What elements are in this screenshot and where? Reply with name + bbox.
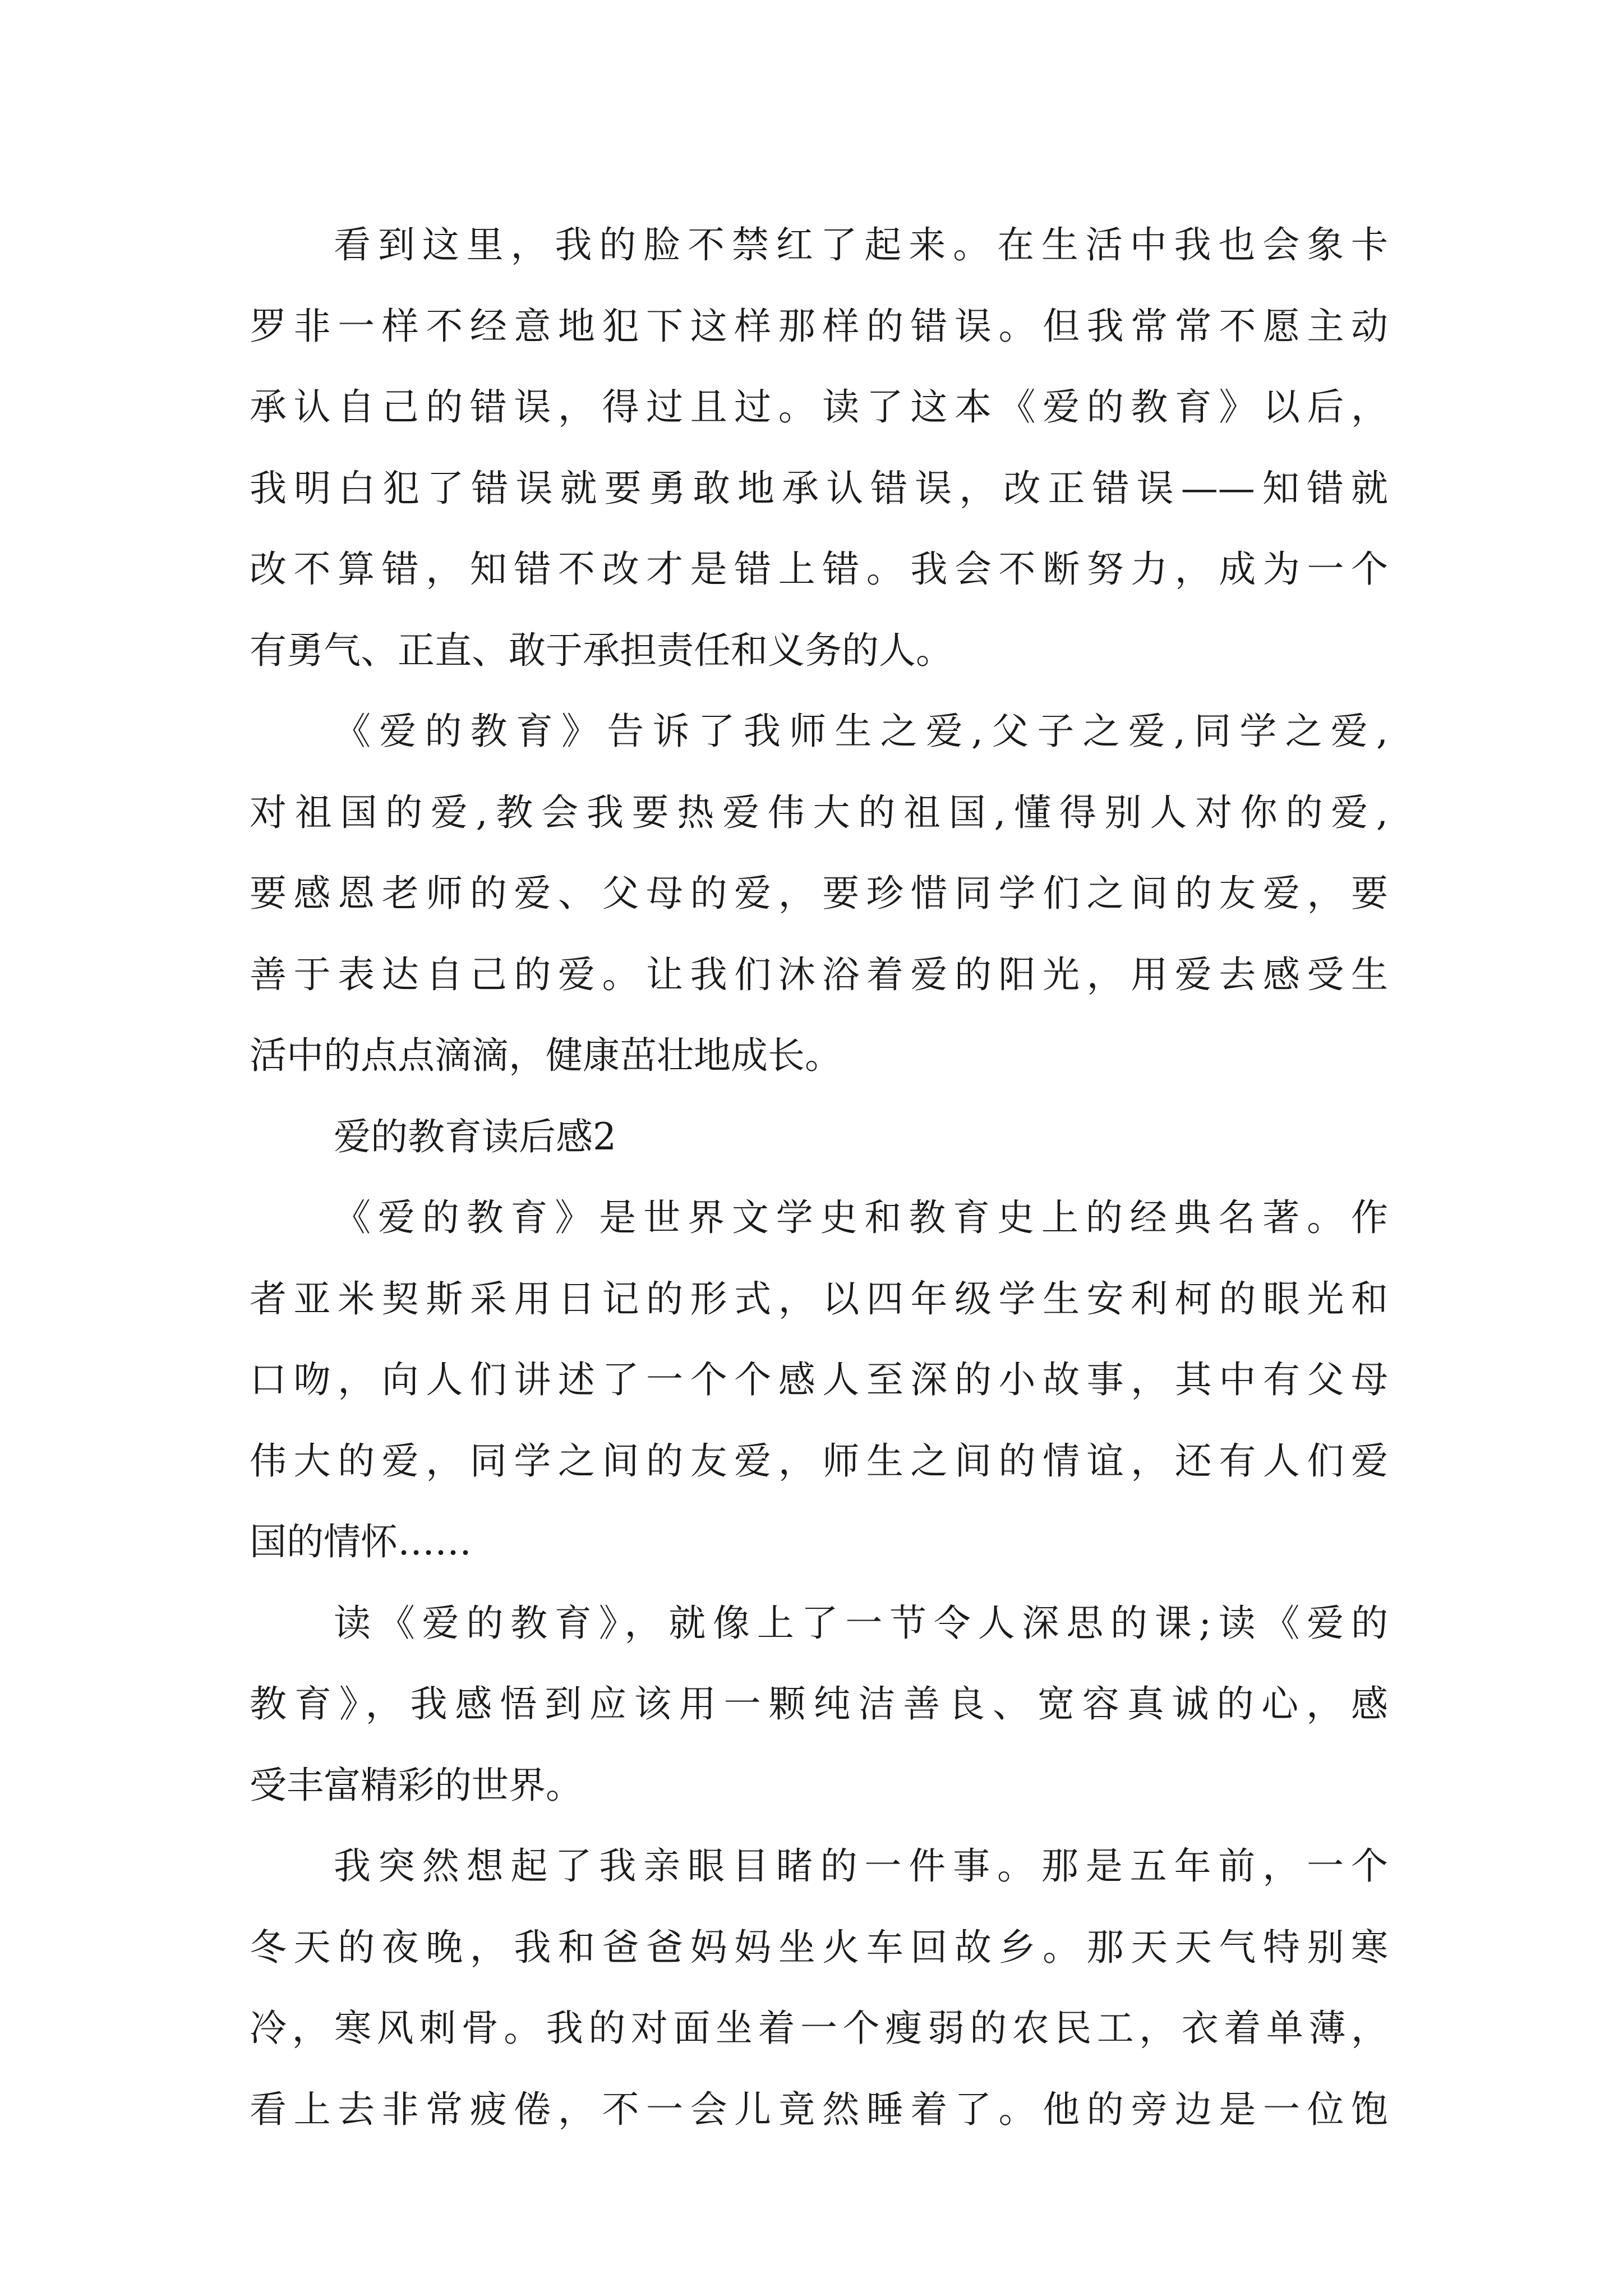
- section-heading: [250, 1097, 1388, 1178]
- text-line: 教育》，我感悟到应该用一颗纯洁善良、宽容真诚的心，感: [250, 1682, 1388, 1726]
- text-line: 受丰富精彩的世界。: [250, 1763, 583, 1807]
- text-line: 者亚米契斯采用日记的形式，以四年级学生安利柯的眼光和: [250, 1277, 1388, 1320]
- text-line: 要感恩老师的爱、父母的爱，要珍惜同学们之间的友爱，要: [250, 872, 1388, 915]
- text-line: 我明白犯了错误就要勇敢地承认错误，改正错误——知错就: [250, 466, 1388, 510]
- text-line: 读《爱的教育》，就像上了一节令人深思的课;读《爱的: [334, 1601, 1388, 1645]
- text-line: 口吻，向人们讲述了一个个感人至深的小故事，其中有父母: [250, 1358, 1388, 1401]
- text-line: 冬天的夜晚，我和爸爸妈妈坐火车回故乡。那天天气特别寒: [250, 1925, 1388, 1969]
- document-body: [250, 205, 1388, 2150]
- paragraph-reflection: [250, 205, 1388, 691]
- text-line: 《爱的教育》是世界文学史和教育史上的经典名著。作: [334, 1196, 1388, 1239]
- text-line: 活中的点点滴滴，健康茁壮地成长。: [250, 1034, 842, 1077]
- text-line: 对祖国的爱,教会我要热爱伟大的祖国,懂得别人对你的爱,: [250, 790, 1388, 834]
- paragraph-train-story: [250, 1826, 1388, 2150]
- paragraph-book-intro: [250, 1177, 1388, 1583]
- section-title: 爱的教育读后感2: [334, 1115, 616, 1158]
- paragraph-reading-insight: [250, 1583, 1388, 1826]
- text-line: 国的情怀……: [250, 1520, 472, 1563]
- text-line: 伟大的爱，同学之间的友爱，师生之间的情谊，还有人们爱: [250, 1439, 1388, 1483]
- text-line: 善于表达自己的爱。让我们沐浴着爱的阳光，用爱去感受生: [250, 953, 1388, 996]
- paragraph-love-summary: [250, 691, 1388, 1097]
- text-line: 有勇气、正直、敢于承担责任和义务的人。: [250, 628, 953, 672]
- text-line: 罗非一样不经意地犯下这样那样的错误。但我常常不愿主动: [250, 304, 1388, 348]
- text-line: 承认自己的错误，得过且过。读了这本《爱的教育》以后，: [250, 385, 1388, 429]
- text-line: 我突然想起了我亲眼目睹的一件事。那是五年前，一个: [334, 1844, 1388, 1888]
- text-line: 改不算错，知错不改才是错上错。我会不断努力，成为一个: [250, 547, 1388, 591]
- text-line: 冷，寒风刺骨。我的对面坐着一个瘦弱的农民工，衣着单薄，: [250, 2007, 1388, 2050]
- text-line: 看到这里，我的脸不禁红了起来。在生活中我也会象卡: [334, 223, 1388, 266]
- text-line: 看上去非常疲倦，不一会儿竟然睡着了。他的旁边是一位饱: [250, 2087, 1388, 2131]
- text-line: 《爱的教育》告诉了我师生之爱,父子之爱,同学之爱,: [334, 710, 1388, 753]
